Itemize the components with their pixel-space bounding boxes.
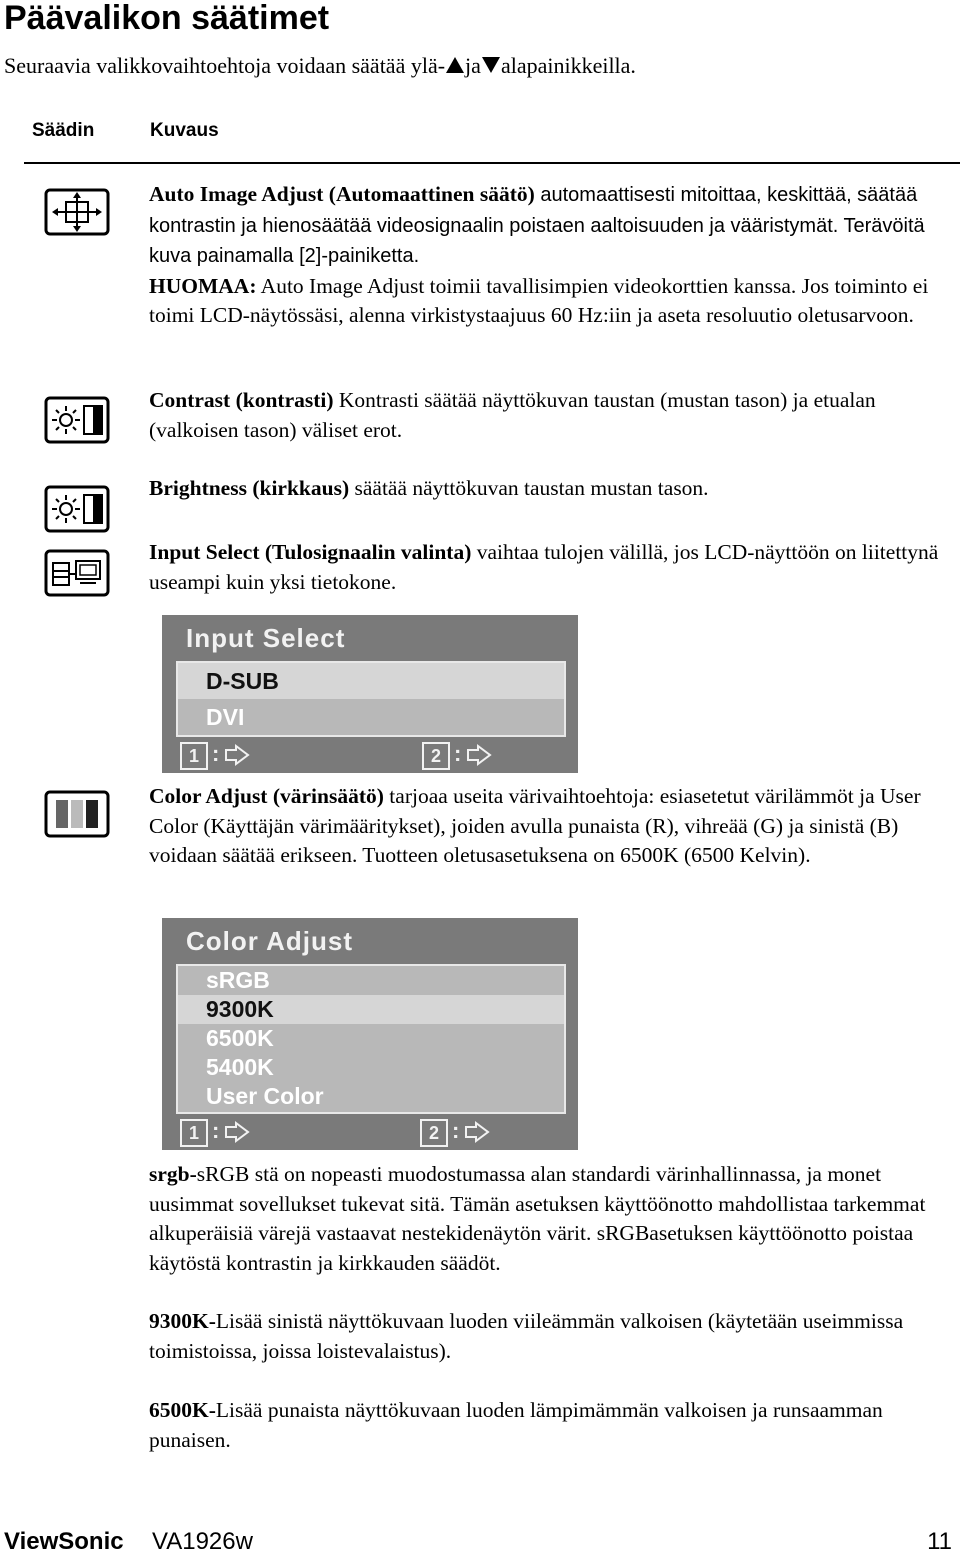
srgb-term: srgb- xyxy=(149,1162,197,1186)
input-select-paragraph xyxy=(149,538,957,597)
6500k-term: 6500K- xyxy=(149,1398,216,1422)
auto-adjust-paragraph xyxy=(149,180,957,331)
key-2: 2 xyxy=(422,742,450,770)
select-hand-icon xyxy=(224,744,250,766)
color-adjust-osd-list xyxy=(176,964,566,1114)
color-adjust-osd-title: Color Adjust xyxy=(186,926,354,956)
brightness-term: Brightness (kirkkaus) xyxy=(149,476,350,500)
brightness-text: säätää näyttökuvan taustan mustan tason. xyxy=(349,476,709,500)
footer-brand: ViewSonic xyxy=(4,1528,124,1555)
color-option-srgb[interactable]: sRGB xyxy=(206,967,270,993)
input-select-icon xyxy=(44,549,110,597)
color-adjust-paragraph xyxy=(149,782,957,871)
auto-adjust-note-text: Auto Image Adjust toimii tavallisimpien videokorttien kanssa. Jos toiminto ei toimi LCD-näytössäsi, alenna virkistystaajuus 60 Hz:iin ja aseta resoluutio oletusarvoon. xyxy=(149,273,929,327)
intro-middle: ja xyxy=(465,53,481,78)
down-arrow-icon xyxy=(482,57,500,73)
input-select-term: Input Select (Tulosignaalin valinta) xyxy=(149,540,472,564)
select-hand-icon xyxy=(464,1121,490,1143)
brightness-paragraph xyxy=(149,474,957,504)
srgb-paragraph xyxy=(149,1160,957,1278)
up-arrow-icon xyxy=(446,57,464,73)
contrast-text: Kontrasti säätää näyttökuvan taustan (mustan tason) ja etualan (valkoisen tason) väliset erot. xyxy=(149,388,876,442)
color-option-9300k[interactable]: 9300K xyxy=(178,995,564,1024)
select-hand-icon xyxy=(224,1121,250,1143)
page-title: Päävalikon säätimet xyxy=(4,0,330,37)
column-header-control: Säädin xyxy=(32,120,95,141)
select-hand-icon xyxy=(466,744,492,766)
contrast-paragraph xyxy=(149,386,957,445)
input-select-osd-title: Input Select xyxy=(186,623,346,653)
srgb-text: sRGB stä on nopeasti muodostumassa alan standardi värinhallinnassa, ja monet uusimmat sovellukset tukevat sitä. Tämän asetuksen käyttöönotto mahdollistaa tarkemmat alkuperäisiä värejä vastaavat nestekidenäytön värit. sRGBasetuksen käyttöönotto poistaa käytöstä kontrastin ja kirkkauden säädöt. xyxy=(149,1162,926,1275)
key-1: 1 xyxy=(180,742,208,770)
color-adjust-text: tarjoaa useita värivaihtoehtoja: esiasetetut värilämmöt ja User Color (Käyttäjän värimääritykset), joiden avulla punaista (R), vihreää (G) ja sinistä (B) voidaan säätää erikseen. Tuotteen oletusasetuksena on 6500K (6500 Kelvin). xyxy=(149,784,921,867)
input-option-dsub[interactable]: D-SUB xyxy=(178,663,564,699)
color-option-user-color[interactable]: User Color xyxy=(206,1083,324,1109)
key-1-colon: : xyxy=(212,741,220,766)
auto-image-adjust-icon xyxy=(44,188,110,236)
input-select-osd-footer xyxy=(180,742,560,770)
intro-text xyxy=(4,52,636,80)
input-option-dvi[interactable]: DVI xyxy=(206,704,245,730)
key-2-colon: : xyxy=(452,1118,460,1143)
auto-adjust-text: automaattisesti mitoittaa, keskittää, säätää kontrastin ja hienosäätää videosignaalin poistaen aaltoisuuden ja vääristymät. Terävöitä kuva painamalla [2]-painiketta. xyxy=(149,184,925,267)
6500k-text: Lisää punaista näyttökuvaan luoden lämpimämmän valkoisen ja runsaamman punaisen. xyxy=(149,1398,883,1452)
color-adjust-icon xyxy=(44,790,110,838)
color-adjust-term: Color Adjust (värinsäätö) xyxy=(149,784,384,808)
color-adjust-osd-footer xyxy=(180,1119,560,1147)
input-select-osd xyxy=(162,615,578,773)
9300k-text: Lisää sinistä näyttökuvaan luoden viileämmän valkoisen (käytetään useimmissa toimistoissa, joissa loistevalaistus). xyxy=(149,1309,904,1363)
6500k-paragraph xyxy=(149,1396,957,1455)
intro-before: Seuraavia valikkovaihtoehtoja voidaan säätää ylä- xyxy=(4,53,446,78)
intro-after: alapainikkeilla. xyxy=(500,53,636,78)
key-2: 2 xyxy=(420,1119,448,1147)
color-option-6500k[interactable]: 6500K xyxy=(206,1025,274,1051)
key-1: 1 xyxy=(180,1119,208,1147)
key-1-colon: : xyxy=(212,1118,220,1143)
header-divider xyxy=(24,162,960,164)
footer-model: VA1926w xyxy=(152,1528,253,1555)
input-select-osd-list xyxy=(176,661,566,737)
color-option-5400k[interactable]: 5400K xyxy=(206,1054,274,1080)
auto-adjust-note-term: HUOMAA: xyxy=(149,273,257,298)
color-adjust-osd xyxy=(162,918,578,1150)
contrast-icon xyxy=(44,396,110,444)
page-number: 11 xyxy=(927,1528,952,1555)
auto-adjust-term: Auto Image Adjust (Automaattinen säätö) xyxy=(149,182,535,206)
brightness-icon xyxy=(44,485,110,533)
9300k-paragraph xyxy=(149,1307,957,1366)
contrast-term: Contrast (kontrasti) xyxy=(149,388,334,412)
9300k-term: 9300K- xyxy=(149,1309,216,1333)
key-2-colon: : xyxy=(454,741,462,766)
column-header-description: Kuvaus xyxy=(150,120,219,141)
input-select-text: vaihtaa tulojen välillä, jos LCD-näyttöön on liitettynä useampi kuin yksi tietokone. xyxy=(149,540,939,594)
